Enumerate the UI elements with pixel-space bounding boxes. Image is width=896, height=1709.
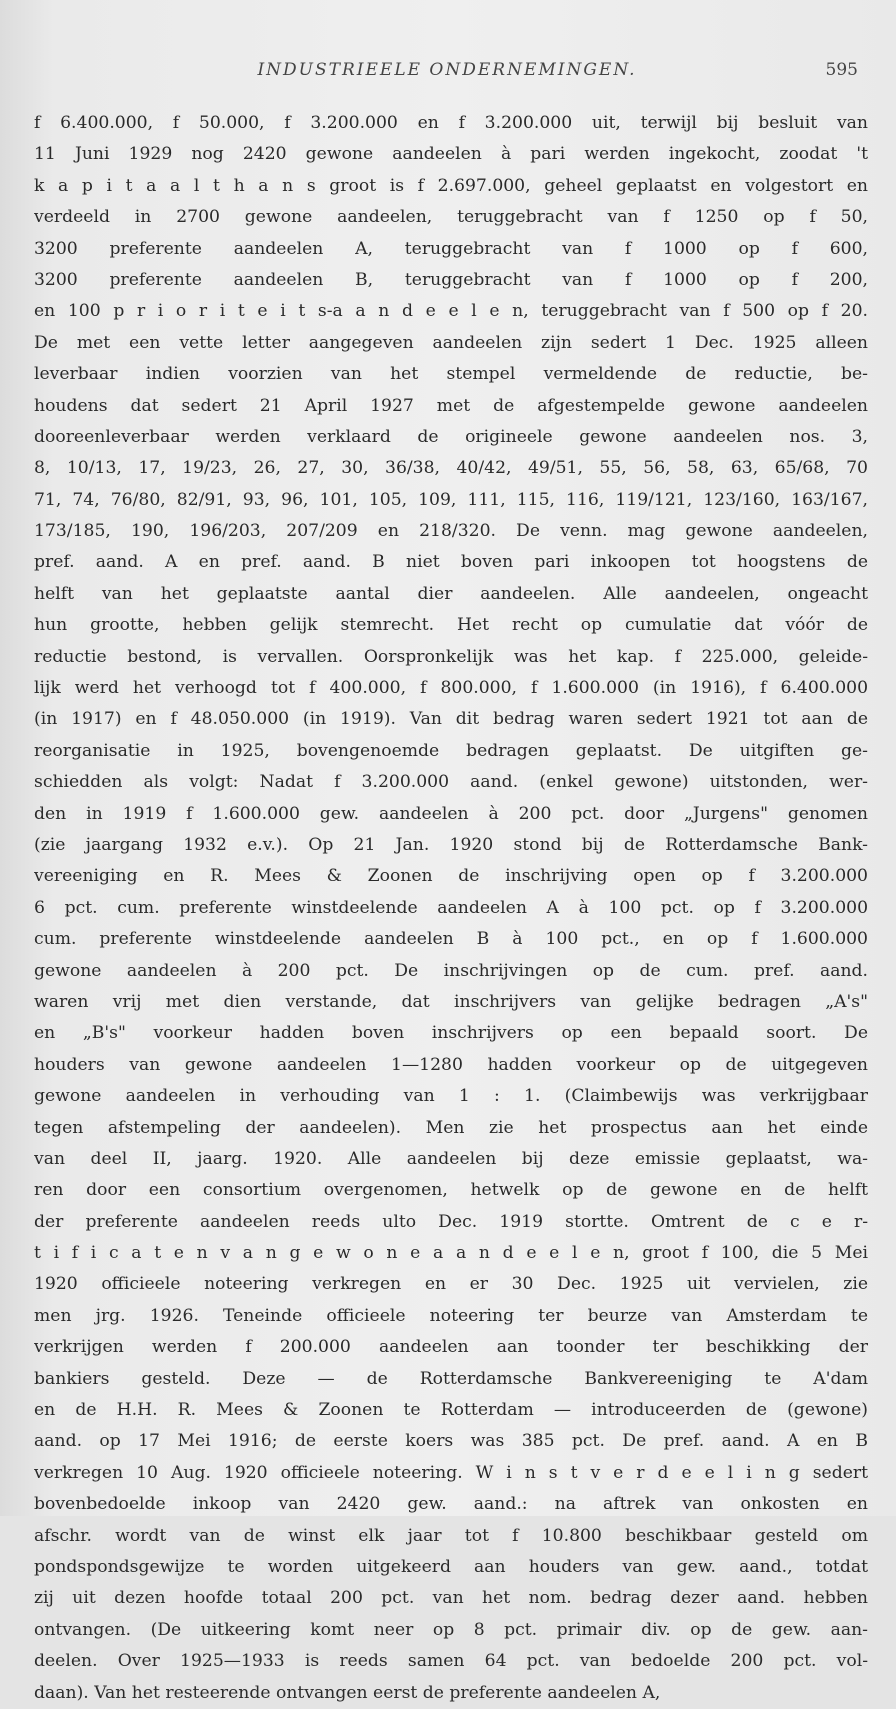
text-line: 8, 10/13, 17, 19/23, 26, 27, 30, 36/38, 40/42, 49/51, 55, 56, 58, 63, 65/68, 70 bbox=[34, 458, 868, 479]
text-line: pondspondsgewijze te worden uitgekeerd aan houders van gew. aand., totdat bbox=[34, 1556, 868, 1577]
text-line: dooreenleverbaar werden verklaard de origineele gewone aandeelen nos. 3, bbox=[34, 426, 868, 447]
text-line: aand. op 17 Mei 1916; de eerste koers was 385 pct. De pref. aand. A en B bbox=[34, 1431, 868, 1452]
text-line: afschr. wordt van de winst elk jaar tot f 10.800 beschikbaar gesteld om bbox=[34, 1525, 868, 1546]
running-title: INDUSTRIEELE ONDERNEMINGEN. bbox=[257, 60, 637, 80]
text-line: (in 1917) en f 48.050.000 (in 1919). Van dit bedrag waren sedert 1921 tot aan de bbox=[34, 709, 868, 730]
text-line: verkrijgen werden f 200.000 aandeelen aan toonder ter beschikking der bbox=[34, 1337, 868, 1358]
text-line: 3200 preferente aandeelen B, teruggebracht van f 1000 op f 200, bbox=[34, 269, 868, 290]
text-line: deelen. Over 1925—1933 is reeds samen 64 pct. van bedoelde 200 pct. vol- bbox=[34, 1651, 868, 1672]
text-line: bovenbedoelde inkoop van 2420 gew. aand.: na aftrek van onkosten en bbox=[34, 1494, 868, 1515]
text-line: der preferente aandeelen reeds ulto Dec. 1919 stortte. Omtrent de c e r- bbox=[34, 1211, 868, 1232]
text-line: vereeniging en R. Mees & Zoonen de inschrijving open op f 3.200.000 bbox=[34, 866, 868, 887]
text-line: hun grootte, hebben gelijk stemrecht. Het recht op cumulatie dat vóór de bbox=[34, 615, 868, 636]
text-line: verkregen 10 Aug. 1920 officieele noteering. W i n s t v e r d e e l i n g sedert bbox=[34, 1462, 868, 1483]
text-line: cum. preferente winstdeelende aandeelen B à 100 pct., en op f 1.600.000 bbox=[34, 929, 868, 950]
text-line: zij uit dezen hoofde totaal 200 pct. van het nom. bedrag dezer aand. hebben bbox=[34, 1588, 868, 1609]
text-line: en 100 p r i o r i t e i t s-a a n d e e l e n, teruggebracht van f 500 op f 20. bbox=[34, 301, 868, 322]
page-number: 595 bbox=[825, 60, 858, 80]
text-line: t i f i c a t e n v a n g e w o n e a a n d e e l e n, groot f 100, die 5 Mei bbox=[34, 1243, 868, 1264]
text-line: men jrg. 1926. Teneinde officieele noteering ter beurze van Amsterdam te bbox=[34, 1305, 868, 1326]
text-line: reorganisatie in 1925, bovengenoemde bedragen geplaatst. De uitgiften ge- bbox=[34, 740, 868, 761]
text-line: bankiers gesteld. Deze — de Rotterdamsche Bankvereeniging te A'dam bbox=[34, 1368, 868, 1389]
text-line: gewone aandeelen à 200 pct. De inschrijvingen op de cum. pref. aand. bbox=[34, 960, 868, 981]
text-line: 71, 74, 76/80, 82/91, 93, 96, 101, 105, 109, 111, 115, 116, 119/121, 123/160, 163/167, bbox=[34, 489, 868, 510]
text-line: van deel II, jaarg. 1920. Alle aandeelen bij deze emissie geplaatst, wa- bbox=[34, 1148, 868, 1169]
text-line: f 6.400.000, f 50.000, f 3.200.000 en f 3.200.000 uit, terwijl bij besluit van bbox=[34, 113, 868, 133]
text-line: 11 Juni 1929 nog 2420 gewone aandeelen à pari werden ingekocht, zoodat 't bbox=[34, 144, 868, 165]
text-line: (zie jaargang 1932 e.v.). Op 21 Jan. 1920 stond bij de Rotterdamsche Bank- bbox=[34, 834, 868, 855]
text-line: daan). Van het resteerende ontvangen eerst de preferente aandeelen A, bbox=[34, 1682, 661, 1703]
text-line: 3200 preferente aandeelen A, teruggebracht van f 1000 op f 600, bbox=[34, 238, 868, 259]
text-line: gewone aandeelen in verhouding van 1 : 1. (Claimbewijs was verkrijgbaar bbox=[34, 1086, 868, 1107]
text-line: k a p i t a a l t h a n s groot is f 2.697.000, geheel geplaatst en volgestort en bbox=[34, 175, 868, 196]
text-line: tegen afstempeling der aandeelen). Men zie het prospectus aan het einde bbox=[34, 1117, 868, 1138]
text-line: helft van het geplaatste aantal dier aandeelen. Alle aandeelen, ongeacht bbox=[34, 583, 868, 604]
text-line: lijk werd het verhoogd tot f 400.000, f 800.000, f 1.600.000 (in 1916), f 6.400.000 bbox=[34, 678, 868, 699]
text-line: 173/185, 190, 196/203, 207/209 en 218/320. De venn. mag gewone aandeelen, bbox=[34, 521, 868, 542]
text-line: den in 1919 f 1.600.000 gew. aandeelen à 200 pct. door „Jurgens" genomen bbox=[34, 803, 868, 824]
text-line: ren door een consortium overgenomen, hetwelk op de gewone en de helft bbox=[34, 1180, 868, 1201]
text-line: schiedden als volgt: Nadat f 3.200.000 aand. (enkel gewone) uitstonden, wer- bbox=[34, 772, 868, 793]
text-line: houdens dat sedert 21 April 1927 met de afgestempelde gewone aandeelen bbox=[34, 395, 868, 416]
text-line: houders van gewone aandeelen 1—1280 hadden voorkeur op de uitgegeven bbox=[34, 1054, 868, 1075]
text-line: verdeeld in 2700 gewone aandeelen, teruggebracht van f 1250 op f 50, bbox=[34, 207, 868, 228]
text-line: pref. aand. A en pref. aand. B niet boven pari inkoopen tot hoogstens de bbox=[34, 552, 868, 573]
text-line: reductie bestond, is vervallen. Oorspronkelijk was het kap. f 225.000, geleide- bbox=[34, 646, 868, 667]
text-line: waren vrij met dien verstande, dat inschrijvers van gelijke bedragen „A's" bbox=[34, 991, 868, 1012]
text-line: ontvangen. (De uitkeering komt neer op 8 pct. primair div. op de gew. aan- bbox=[34, 1619, 868, 1640]
body-text bbox=[34, 108, 868, 1709]
running-header bbox=[28, 60, 866, 88]
text-line: en de H.H. R. Mees & Zoonen te Rotterdam — introduceerden de (gewone) bbox=[34, 1400, 868, 1421]
text-line: 1920 officieele noteering verkregen en er 30 Dec. 1925 uit vervielen, zie bbox=[34, 1274, 868, 1295]
text-line: 6 pct. cum. preferente winstdeelende aandeelen A à 100 pct. op f 3.200.000 bbox=[34, 897, 868, 918]
text-line: en „B's" voorkeur hadden boven inschrijvers op een bepaald soort. De bbox=[34, 1023, 868, 1044]
text-line: leverbaar indien voorzien van het stempel vermeldende de reductie, be- bbox=[34, 364, 868, 385]
text-line: De met een vette letter aangegeven aandeelen zijn sedert 1 Dec. 1925 alleen bbox=[34, 332, 868, 353]
